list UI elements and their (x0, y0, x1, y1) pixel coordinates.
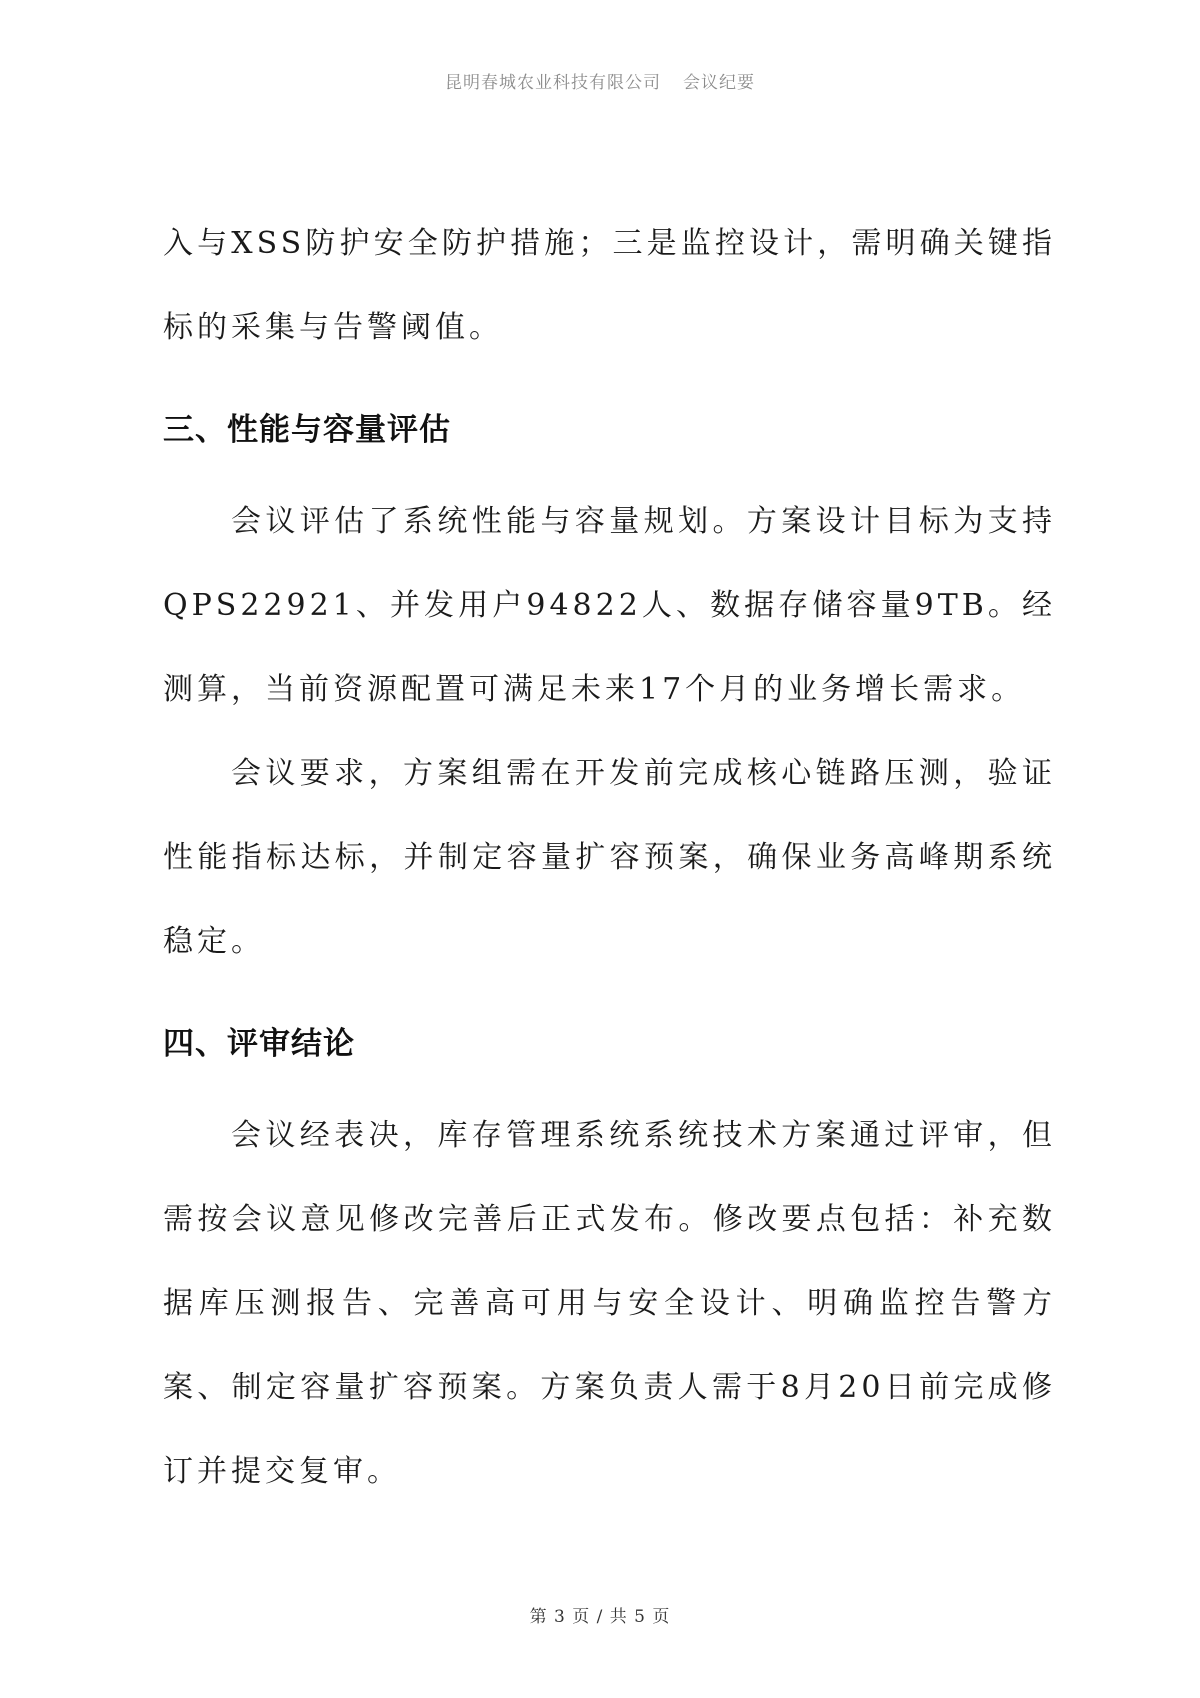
continuation-paragraph: 入与XSS防护安全防护措施；三是监控设计，需明确关键指标的采集与告警阈值。 (163, 226, 1056, 345)
section-heading-conclusion: 四、评审结论 (163, 1026, 355, 1062)
page-number: 第 3 页 / 共 5 页 (529, 1607, 671, 1627)
paragraph-performance-requirements: 会议要求，方案组需在开发前完成核心链路压测，验证性能指标达标，并制定容量扩容预案，确保业务高峰期系统稳定。 (163, 756, 1056, 959)
header-company: 昆明春城农业科技有限公司 (445, 73, 661, 93)
document-body (163, 202, 1056, 1514)
page-header (0, 68, 1200, 93)
paragraph-performance-evaluation: 会议评估了系统性能与容量规划。方案设计目标为支持QPS22921、并发用户94822人、数据存储容量9TB。经测算，当前资源配置可满足未来17个月的业务增长需求。 (163, 504, 1056, 707)
paragraph-review-conclusion: 会议经表决，库存管理系统系统技术方案通过评审，但需按会议意见修改完善后正式发布。修改要点包括：补充数据库压测报告、完善高可用与安全设计、明确监控告警方案、制定容量扩容预案。方案负责人需于8月20日前完成修订并提交复审。 (163, 1118, 1056, 1489)
section-heading-performance: 三、性能与容量评估 (163, 412, 451, 448)
header-doc-type: 会议纪要 (683, 73, 755, 93)
